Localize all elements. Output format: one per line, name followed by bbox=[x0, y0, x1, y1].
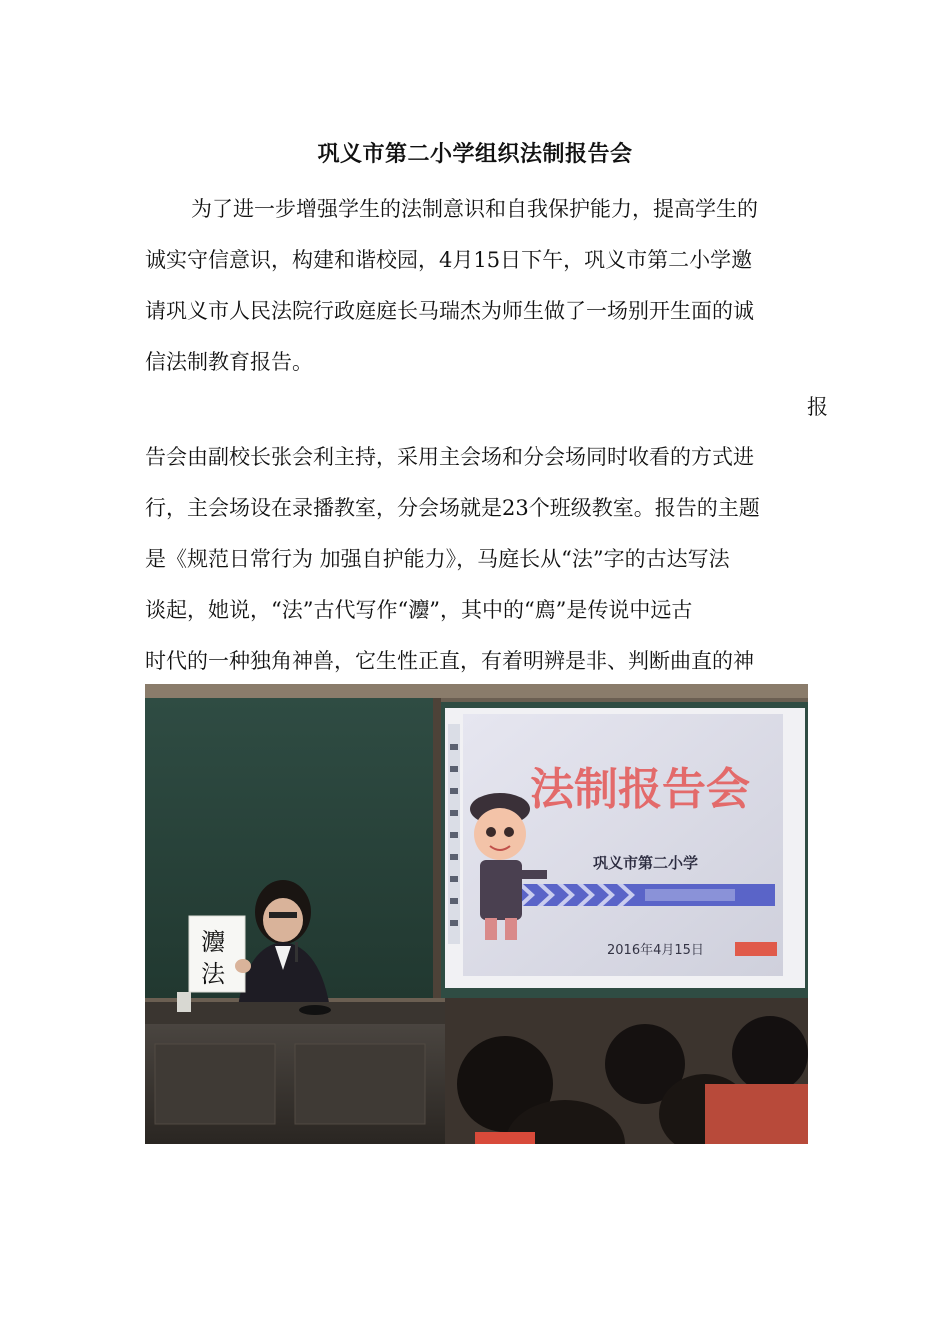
character-sign bbox=[189, 916, 251, 992]
document-title: 巩义市第二小学组织法制报告会 bbox=[317, 141, 633, 167]
paragraph-line: 信法制教育报告。 bbox=[145, 350, 313, 374]
stray-character: 报 bbox=[807, 395, 828, 419]
slide-logo-badge bbox=[735, 942, 777, 956]
sign-char-modern: 法 bbox=[201, 960, 225, 988]
paragraph-line: 时代的一种独角神兽，它生性正直，有着明辨是非、判断曲直的神 bbox=[145, 649, 754, 673]
classroom-photo-illustration bbox=[145, 684, 808, 1144]
paragraph-line: 谈起，她说，“法”古代写作“灋”，其中的“廌”是传说中远古 bbox=[145, 598, 693, 622]
classroom-photo bbox=[145, 684, 808, 1144]
paragraph-line: 请巩义市人民法院行政庭庭长马瑞杰为师生做了一场别开生面的诚 bbox=[145, 299, 754, 323]
paragraph-line: 诚实守信意识，构建和谐校园，4月15日下午，巩义市第二小学邀 bbox=[145, 248, 753, 272]
audience-heads bbox=[445, 998, 808, 1144]
slide-school: 巩义市第二小学 bbox=[593, 854, 699, 872]
paragraph-2 bbox=[145, 432, 811, 687]
paragraph-line: 为了进一步增强学生的法制意识和自我保护能力，提高学生的 bbox=[191, 197, 758, 221]
slide-banner bbox=[513, 884, 775, 906]
paragraph-1 bbox=[145, 184, 811, 388]
paragraph-line: 是《规范日常行为 加强自护能力》，马庭长从“法”字的古达写法 bbox=[145, 547, 730, 571]
paragraph-line: 告会由副校长张会利主持，采用主会场和分会场同时收看的方式进 bbox=[145, 445, 754, 469]
sign-char-ancient: 灋 bbox=[201, 928, 225, 956]
cup-icon bbox=[177, 992, 191, 1012]
slide-date: 2016年4月15日 bbox=[607, 943, 704, 958]
slide-title: 法制报告会 bbox=[530, 764, 750, 815]
paragraph-line: 行，主会场设在录播教室，分会场就是23个班级教室。报告的主题 bbox=[145, 496, 760, 520]
